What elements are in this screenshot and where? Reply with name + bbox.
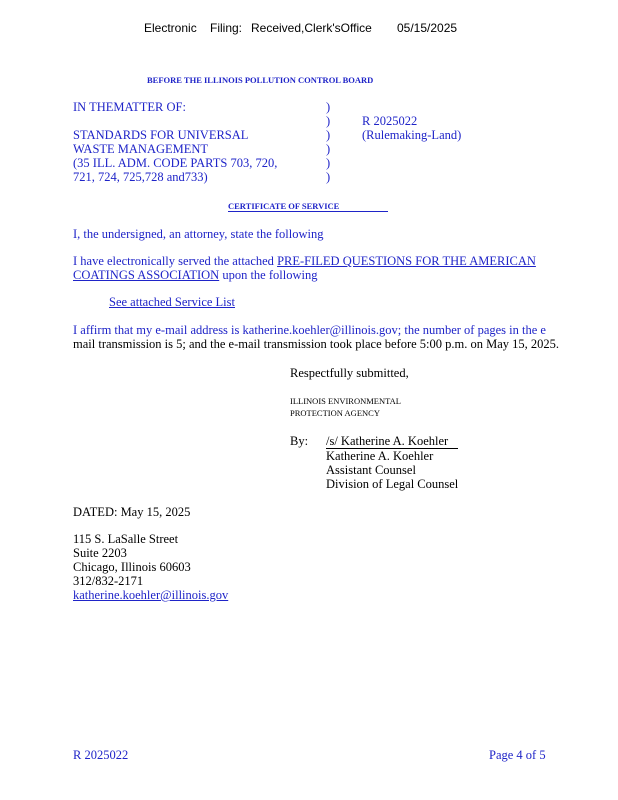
docket-number: R 2025022 bbox=[362, 114, 418, 128]
paren: ) bbox=[326, 142, 331, 156]
agency-line-1: ILLINOIS ENVIRONMENTAL bbox=[290, 396, 401, 406]
address-phone: 312/832-2171 bbox=[73, 574, 144, 588]
service-text: I have electronically served the attached bbox=[73, 254, 274, 268]
address-suite: Suite 2203 bbox=[73, 546, 127, 560]
affirm-text: I affirm that my e-mail address is bbox=[73, 323, 240, 337]
affirm-line-1 bbox=[73, 323, 559, 337]
filing-header-electronic: Electronic bbox=[144, 21, 197, 35]
service-statement bbox=[73, 254, 536, 282]
paren: ) bbox=[326, 114, 331, 128]
paren: ) bbox=[326, 156, 331, 170]
signature-text: /s/ Katherine A. Koehler bbox=[326, 434, 449, 448]
signer-division: Division of Legal Counsel bbox=[326, 477, 459, 491]
affirm-line-2: mail transmission is 5; and the e-mail transmission took place before 5:00 p.m. on May 15, 2025. bbox=[73, 337, 560, 351]
address-city: Chicago, Illinois 60603 bbox=[73, 560, 191, 574]
service-list-link[interactable]: See attached Service List bbox=[109, 295, 235, 309]
caption-line: 721, 724, 725,728 and733) bbox=[73, 170, 208, 184]
dated-line: DATED: May 15, 2025 bbox=[73, 505, 191, 519]
footer-page-number: Page 4 of 5 bbox=[489, 748, 546, 762]
board-title: BEFORE THE ILLINOIS POLLUTION CONTROL BOARD bbox=[147, 75, 374, 85]
email-affirmation bbox=[73, 323, 559, 351]
caption-line: IN THEMATTER OF: bbox=[73, 100, 186, 114]
signature-line bbox=[326, 434, 458, 449]
caption-line bbox=[73, 114, 277, 128]
caption-line: STANDARDS FOR UNIVERSAL bbox=[73, 128, 249, 142]
caption-left bbox=[73, 100, 277, 184]
agency-line-2: PROTECTION AGENCY bbox=[290, 408, 380, 418]
address-street: 115 S. LaSalle Street bbox=[73, 532, 179, 546]
filing-header-received: Received,Clerk'sOffice bbox=[251, 21, 372, 35]
by-label: By: bbox=[290, 434, 309, 448]
signer-title: Assistant Counsel bbox=[326, 463, 416, 477]
service-line-2 bbox=[73, 268, 536, 282]
respectfully-submitted: Respectfully submitted, bbox=[290, 366, 409, 380]
signature-block bbox=[326, 434, 458, 491]
service-text-2: upon the following bbox=[222, 268, 318, 282]
address-block bbox=[73, 532, 228, 602]
service-line-1 bbox=[73, 254, 536, 268]
signer-name: Katherine A. Koehler bbox=[326, 449, 434, 463]
caption-line: WASTE MANAGEMENT bbox=[73, 142, 209, 156]
agency-name bbox=[290, 395, 401, 419]
filing-header-filing: Filing: bbox=[210, 21, 243, 35]
paren: ) bbox=[326, 128, 331, 142]
certificate-title-text: CERTIFICATE OF SERVICE bbox=[228, 201, 340, 211]
affirm-email: katherine.koehler@illinois.gov bbox=[242, 323, 398, 337]
footer-docket: R 2025022 bbox=[73, 748, 129, 762]
document-title-link-cont[interactable]: COATINGS ASSOCIATION bbox=[73, 268, 220, 282]
attorney-statement: I, the undersigned, an attorney, state the following bbox=[73, 227, 324, 241]
caption-right bbox=[362, 114, 461, 142]
certificate-title bbox=[228, 201, 388, 212]
affirm-text-b: ; the number of pages in the e bbox=[397, 323, 546, 337]
filing-header-date: 05/15/2025 bbox=[397, 21, 458, 35]
caption-parens bbox=[326, 100, 330, 184]
rulemaking-type: (Rulemaking-Land) bbox=[362, 128, 462, 142]
caption-line: (35 ILL. ADM. CODE PARTS 703, 720, bbox=[73, 156, 278, 170]
paren: ) bbox=[326, 100, 331, 114]
document-title-link[interactable]: PRE-FILED QUESTIONS FOR THE AMERICAN bbox=[277, 254, 536, 268]
paren: ) bbox=[326, 170, 331, 184]
address-email-link[interactable]: katherine.koehler@illinois.gov bbox=[73, 588, 229, 602]
